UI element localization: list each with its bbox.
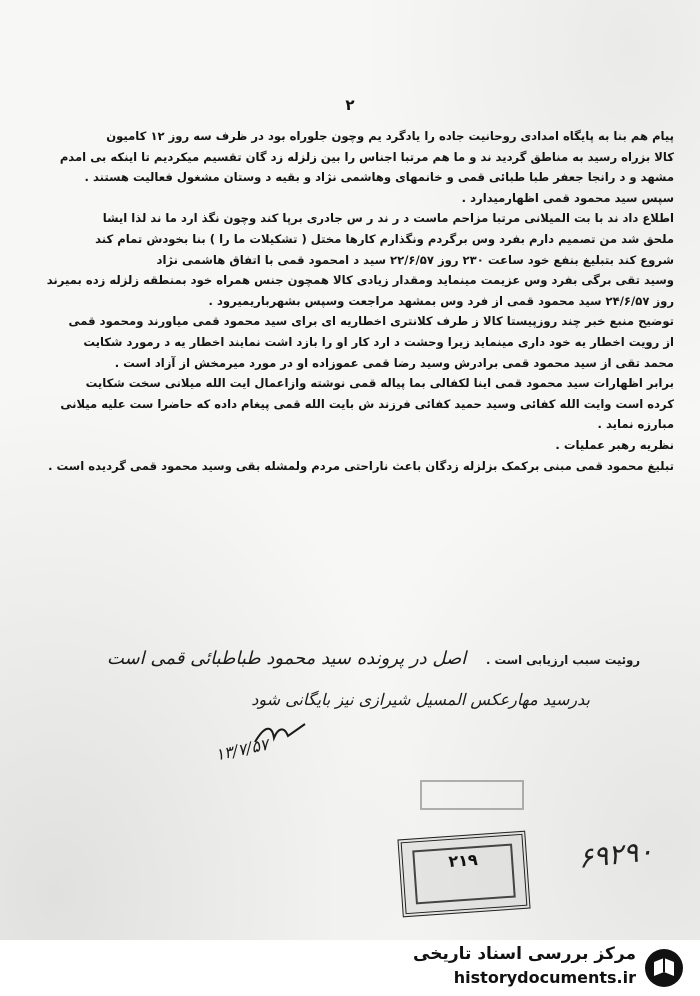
text-line: ملحق شد من تصمیم دارم بفرد وس برگردم ونگذارم کارها مختل ( تشکیلات ما را ) بنا بخودش تمام کند	[95, 231, 674, 246]
text-line: اطلاع داد ند با بت المیلانی مرتبا مزاحم ماست د ر ند ر س جادری برپا کند وچون نگذ ارد ما ند لذا ایشا	[102, 211, 674, 226]
text-line: محمد تقی از سید محمود قمی برادرش وسید رضا قمی عموزاده او در مورد میرمخش از آزاد است .	[114, 355, 674, 370]
archive-number: ۶۹۲۹۰	[576, 834, 655, 875]
watermark-bar	[0, 940, 700, 996]
handwritten-date: ۱۳/۷/۵۷	[213, 734, 271, 765]
text-line: کالا بزراه رسید به مناطق گردید ند و ما هم مرتبا اجناس را بین زلزله زد گان تقسیم میکردیم تا اینکه بی امدم	[59, 149, 674, 164]
text-line: برابر اظهارات سید محمود قمی اینا لکفالی بما پیاله قمی نوشته وازاعمال ایت الله میلانی سخت شکایت	[85, 376, 674, 391]
document-body	[29, 126, 674, 476]
text-line: شروع کند بتبلیغ بنفع خود ساعت ۲۳۰ روز ۲۲/۶/۵۷ سید د امحمود قمی با اتفاق هاشمی نژاد	[156, 252, 674, 267]
watermark-url[interactable]: historydocuments.ir	[453, 968, 636, 987]
handwritten-text: اصل در پرونده سید محمود طباطبائی قمی است	[106, 648, 467, 669]
archive-stamp	[397, 831, 530, 918]
text-line: روز ۲۴/۶/۵۷ سید محمود قمی از فرد وس بمشهد مراجعت وسپس بشهرباریمیرود .	[208, 293, 674, 308]
text-line: پیام هم بنا به پایگاه امدادی روحانیت جاده را یادگرد یم وچون جلوراه بود در ظرف سه روز ۱۲ کامیون	[106, 129, 674, 143]
handwritten-note	[107, 648, 640, 669]
text-line: وسید تقی برگی بفرد وس عزیمت مینماید ومقدار زیادی کالا همچون جنس همراه خود بمنطقه زلزله زده بمیرند	[46, 273, 674, 288]
watermark-title: مرکز بررسی اسناد تاریخی	[413, 944, 636, 964]
text-line: توضیح منبع خبر چند روزپیستا کالا ز طرف کلانتری اخطاریه ای برای سید محمود قمی میاورند ومحمود قمی	[68, 314, 674, 329]
stamp-number: ۲۱۹	[447, 850, 479, 872]
text-line: تبلیغ محمود قمی مبنی برکمک بزلزله زدگان باعث ناراحتی مردم ولمشله بقی وسید محمود قمی گردیده است .	[48, 458, 674, 473]
handwritten-note-2: بدرسید مهارعکس المسیل شیرازی نیز بایگانی شود	[251, 690, 590, 709]
text-line: مشهد و د رانجا جعفر طبا طبائی قمی و خانمهای وهاشمی نژاد و بقیه د وستان مشغول فعالیت هستند .	[84, 170, 674, 185]
text-line: نظریه رهبر عملیات .	[555, 437, 674, 452]
text-line: مبارزه نماید .	[597, 417, 674, 432]
page-number: ۲	[345, 96, 355, 114]
text-line: از رویت اخطار یه خود داری مینماید زیرا وحشت د ارد کار او را بازد اشت نمایند اخطار یه د رمورد شکایت	[83, 334, 674, 349]
text-line: کرده است وایت الله کفائی وسید حمید کفائی فرزند ش بایت الله قمی پیغام داده که حاضرا ست علیه میلانی	[60, 396, 674, 411]
book-logo-icon	[644, 948, 684, 988]
faded-stamp	[420, 780, 524, 810]
typed-evaluation: روئیت سبب ارزیابی است .	[486, 653, 640, 667]
text-line: سپس سید محمود قمی اظهارمیدارد .	[461, 190, 674, 205]
